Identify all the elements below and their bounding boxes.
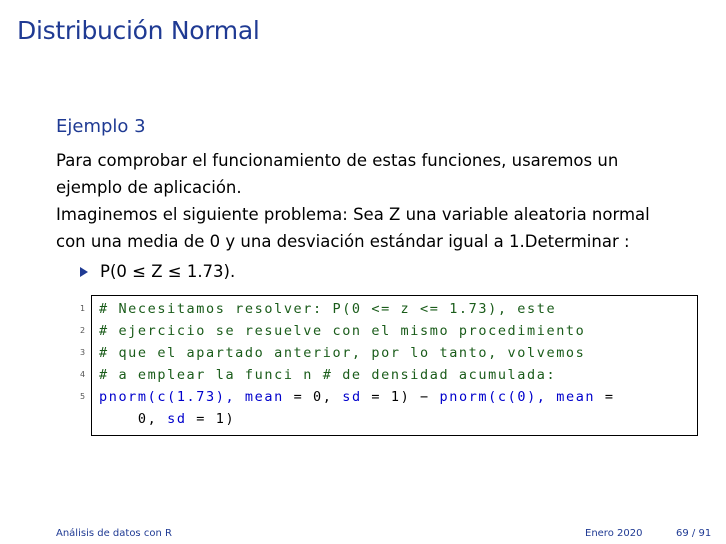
bullet-triangle-icon — [80, 267, 88, 277]
code-function: pnorm(c(0), — [439, 389, 557, 405]
body-line: ejemplo de aplicación. — [56, 178, 242, 197]
code-token: = — [595, 389, 615, 405]
code-comment: # ejercicio se resuelve con el mismo procedimiento — [99, 323, 586, 339]
code-token: = 1) − — [361, 389, 440, 405]
code-argument-name: mean — [556, 389, 596, 405]
footer-page-number: 69 / 91 — [676, 528, 712, 539]
line-number: 4 — [80, 370, 86, 379]
code-line-3 — [80, 343, 697, 365]
code-comment: # Necesitamos resolver: P(0 <= z <= 1.73), este — [99, 301, 557, 317]
bullet-item — [80, 262, 235, 281]
bullet-text: P(0 ≤ Z ≤ 1.73). — [100, 262, 236, 281]
code-function: pnorm(c(1.73), — [99, 389, 245, 405]
code-argument-name: sd — [167, 411, 187, 427]
code-comment: # que el apartado anterior, por lo tanto, volvemos — [99, 345, 586, 361]
body-line: con una media de 0 y una desviación estándar igual a 1.Determinar : — [56, 232, 630, 251]
code-line-2 — [80, 321, 697, 343]
code-line-5-continued — [92, 409, 697, 431]
line-number: 2 — [80, 326, 86, 335]
example-body — [56, 147, 706, 255]
code-listing — [80, 295, 698, 436]
line-number: 1 — [80, 304, 86, 313]
slide-title: Distribución Normal — [17, 16, 260, 45]
code-line-1 — [80, 299, 697, 321]
code-line-5 — [80, 387, 697, 409]
code-argument-name: mean — [244, 389, 284, 405]
code-statement — [99, 389, 615, 405]
footer-course: Análisis de datos con R — [56, 528, 172, 539]
body-line: Imaginemos el siguiente problema: Sea Z una variable aleatoria normal — [56, 205, 650, 224]
code-token: = 1) — [186, 411, 236, 427]
code-statement-continued — [99, 411, 235, 427]
code-argument-name: sd — [342, 389, 362, 405]
code-token: = 0, — [283, 389, 343, 405]
line-number: 3 — [80, 348, 86, 357]
code-line-4 — [80, 365, 697, 387]
line-number: 5 — [80, 392, 86, 401]
footer-date: Enero 2020 — [585, 528, 643, 539]
code-comment: # a emplear la funci n # de densidad acumulada: — [99, 367, 557, 383]
code-token: 0, — [99, 411, 168, 427]
example-title: Ejemplo 3 — [56, 116, 146, 137]
body-line: Para comprobar el funcionamiento de estas funciones, usaremos un — [56, 151, 619, 170]
